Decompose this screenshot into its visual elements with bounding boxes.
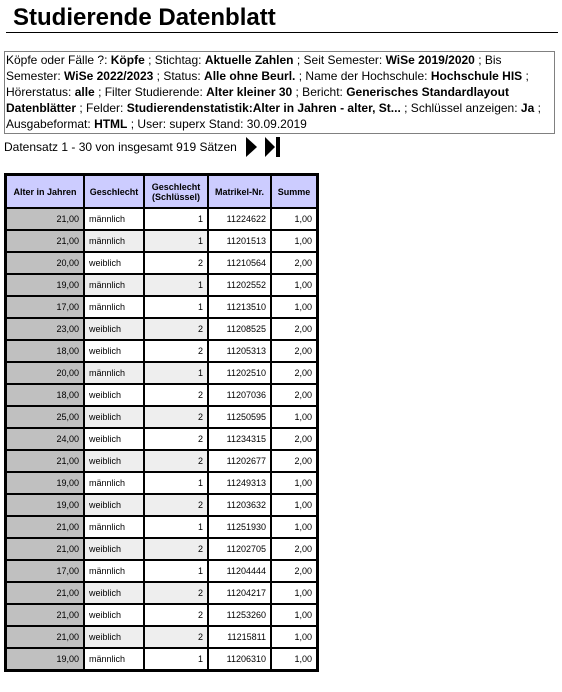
param-label: ; Bericht: <box>295 85 343 99</box>
cell-alter: 18,00 <box>6 340 84 362</box>
cell-schluessel: 1 <box>144 208 208 230</box>
param-label: ; Hörerstatus: <box>6 69 529 99</box>
cell-summe: 2,00 <box>271 318 317 340</box>
cell-schluessel: 1 <box>144 648 208 670</box>
cell-geschlecht: männlich <box>84 516 144 538</box>
cell-geschlecht: männlich <box>84 296 144 318</box>
cell-alter: 17,00 <box>6 560 84 582</box>
param-label: Köpfe oder Fälle ?: <box>6 53 108 67</box>
cell-geschlecht: männlich <box>84 230 144 252</box>
cell-summe: 1,00 <box>271 208 317 230</box>
table-row <box>6 318 317 340</box>
table-row <box>6 560 317 582</box>
cell-summe: 1,00 <box>271 604 317 626</box>
cell-geschlecht: männlich <box>84 274 144 296</box>
table-row <box>6 296 317 318</box>
cell-alter: 21,00 <box>6 538 84 560</box>
table-row <box>6 274 317 296</box>
skip-to-end-icon[interactable] <box>264 136 281 158</box>
cell-matrikel: 11251930 <box>208 516 271 538</box>
cell-geschlecht: männlich <box>84 362 144 384</box>
cell-geschlecht: männlich <box>84 560 144 582</box>
param-label: ; Felder: <box>79 101 124 115</box>
triangle-right-icon[interactable] <box>245 136 258 158</box>
param-value: WiSe 2019/2020 <box>385 53 475 67</box>
cell-summe: 1,00 <box>271 230 317 252</box>
param-value: HTML <box>94 117 128 131</box>
param-label: ; Status: <box>156 69 201 83</box>
table-row <box>6 604 317 626</box>
cell-geschlecht: weiblich <box>84 252 144 274</box>
cell-schluessel: 1 <box>144 560 208 582</box>
param-value: Alle ohne Beurl. <box>204 69 296 83</box>
table-row <box>6 538 317 560</box>
cell-alter: 19,00 <box>6 274 84 296</box>
title-divider <box>6 32 558 33</box>
cell-matrikel: 11202510 <box>208 362 271 384</box>
cell-matrikel: 11253260 <box>208 604 271 626</box>
table-body <box>6 208 317 670</box>
column-header-line: (Schlüssel) <box>151 191 200 202</box>
cell-alter: 18,00 <box>6 384 84 406</box>
column-header-summe: Summe <box>271 175 317 208</box>
param-label: ; Ausgabeformat: <box>6 101 541 131</box>
cell-alter: 21,00 <box>6 582 84 604</box>
cell-schluessel: 2 <box>144 340 208 362</box>
param-value: alle <box>74 85 95 99</box>
cell-alter: 21,00 <box>6 604 84 626</box>
cell-matrikel: 11249313 <box>208 472 271 494</box>
cell-geschlecht: weiblich <box>84 494 144 516</box>
cell-geschlecht: weiblich <box>84 318 144 340</box>
table-header-row <box>6 175 317 208</box>
cell-geschlecht: weiblich <box>84 384 144 406</box>
table-row <box>6 494 317 516</box>
cell-summe: 2,00 <box>271 450 317 472</box>
table-row <box>6 362 317 384</box>
cell-summe: 2,00 <box>271 560 317 582</box>
cell-matrikel: 11234315 <box>208 428 271 450</box>
cell-summe: 1,00 <box>271 516 317 538</box>
table-row <box>6 626 317 648</box>
param-value: Studierendenstatistik:Alter in Jahren - alter, St... <box>126 101 401 115</box>
cell-matrikel: 11207036 <box>208 384 271 406</box>
cell-geschlecht: männlich <box>84 208 144 230</box>
cell-alter: 20,00 <box>6 252 84 274</box>
cell-matrikel: 11204217 <box>208 582 271 604</box>
cell-schluessel: 2 <box>144 384 208 406</box>
param-label: ; Filter Studierende: <box>98 85 203 99</box>
record-count: Datensatz 1 - 30 von insgesamt 919 Sätzen <box>4 140 237 154</box>
cell-summe: 2,00 <box>271 252 317 274</box>
table-row <box>6 582 317 604</box>
cell-alter: 24,00 <box>6 428 84 450</box>
cell-schluessel: 2 <box>144 450 208 472</box>
cell-schluessel: 1 <box>144 472 208 494</box>
param-value: Alter kleiner 30 <box>206 85 293 99</box>
cell-geschlecht: männlich <box>84 472 144 494</box>
cell-summe: 2,00 <box>271 428 317 450</box>
cell-matrikel: 11204444 <box>208 560 271 582</box>
table-row <box>6 450 317 472</box>
cell-geschlecht: weiblich <box>84 406 144 428</box>
parameter-summary <box>4 51 555 134</box>
cell-summe: 1,00 <box>271 296 317 318</box>
cell-matrikel: 11215811 <box>208 626 271 648</box>
param-label: ; User: superx Stand: 30.09.2019 <box>130 117 307 131</box>
table-row <box>6 648 317 670</box>
cell-summe: 1,00 <box>271 582 317 604</box>
table-row <box>6 472 317 494</box>
cell-summe: 1,00 <box>271 626 317 648</box>
column-header-geschlecht: Geschlecht <box>84 175 144 208</box>
column-header-alter: Alter in Jahren <box>6 175 84 208</box>
param-label: ; Seit Semester: <box>296 53 383 67</box>
cell-schluessel: 2 <box>144 318 208 340</box>
cell-schluessel: 1 <box>144 230 208 252</box>
cell-alter: 21,00 <box>6 516 84 538</box>
column-header-line: Geschlecht <box>151 181 201 192</box>
cell-alter: 21,00 <box>6 450 84 472</box>
cell-schluessel: 2 <box>144 252 208 274</box>
param-value: Generisches Standardlayout Datenblätter <box>6 85 509 115</box>
cell-schluessel: 1 <box>144 274 208 296</box>
cell-matrikel: 11206310 <box>208 648 271 670</box>
cell-schluessel: 2 <box>144 406 208 428</box>
cell-schluessel: 2 <box>144 582 208 604</box>
param-label: ; Schlüssel anzeigen: <box>404 101 518 115</box>
cell-matrikel: 11205313 <box>208 340 271 362</box>
param-value: WiSe 2022/2023 <box>64 69 154 83</box>
cell-schluessel: 1 <box>144 296 208 318</box>
cell-matrikel: 11224622 <box>208 208 271 230</box>
cell-summe: 1,00 <box>271 494 317 516</box>
cell-matrikel: 11203632 <box>208 494 271 516</box>
cell-schluessel: 2 <box>144 428 208 450</box>
cell-summe: 1,00 <box>271 406 317 428</box>
cell-summe: 1,00 <box>271 274 317 296</box>
cell-geschlecht: weiblich <box>84 626 144 648</box>
cell-summe: 1,00 <box>271 648 317 670</box>
cell-geschlecht: männlich <box>84 648 144 670</box>
column-header-geschlecht-key <box>144 175 208 208</box>
cell-alter: 19,00 <box>6 494 84 516</box>
cell-alter: 19,00 <box>6 472 84 494</box>
param-label: ; Stichtag: <box>148 53 202 67</box>
cell-summe: 2,00 <box>271 538 317 560</box>
cell-summe: 1,00 <box>271 472 317 494</box>
cell-alter: 21,00 <box>6 208 84 230</box>
param-value: Ja <box>520 101 535 115</box>
table-row <box>6 208 317 230</box>
param-value: Hochschule HIS <box>430 69 523 83</box>
cell-matrikel: 11213510 <box>208 296 271 318</box>
cell-geschlecht: weiblich <box>84 604 144 626</box>
cell-geschlecht: weiblich <box>84 538 144 560</box>
table-row <box>6 230 317 252</box>
pagination-bar <box>4 134 287 160</box>
table-row <box>6 340 317 362</box>
cell-alter: 21,00 <box>6 626 84 648</box>
cell-matrikel: 11202677 <box>208 450 271 472</box>
cell-geschlecht: weiblich <box>84 428 144 450</box>
param-label: ; Bis Semester: <box>6 53 502 83</box>
cell-matrikel: 11201513 <box>208 230 271 252</box>
table-row <box>6 406 317 428</box>
cell-geschlecht: weiblich <box>84 340 144 362</box>
cell-matrikel: 11202705 <box>208 538 271 560</box>
cell-matrikel: 11210564 <box>208 252 271 274</box>
cell-matrikel: 11250595 <box>208 406 271 428</box>
column-header-matrikel: Matrikel-Nr. <box>208 175 271 208</box>
param-value: Köpfe <box>110 53 145 67</box>
cell-schluessel: 1 <box>144 516 208 538</box>
cell-summe: 2,00 <box>271 384 317 406</box>
data-table <box>4 173 319 672</box>
cell-alter: 21,00 <box>6 230 84 252</box>
param-label: ; Name der Hochschule: <box>298 69 428 83</box>
table-row <box>6 252 317 274</box>
cell-schluessel: 2 <box>144 494 208 516</box>
cell-geschlecht: weiblich <box>84 450 144 472</box>
cell-summe: 2,00 <box>271 362 317 384</box>
table-row <box>6 384 317 406</box>
cell-geschlecht: weiblich <box>84 582 144 604</box>
cell-schluessel: 2 <box>144 626 208 648</box>
cell-alter: 23,00 <box>6 318 84 340</box>
page-title: Studierende Datenblatt <box>13 4 276 31</box>
cell-matrikel: 11208525 <box>208 318 271 340</box>
cell-alter: 20,00 <box>6 362 84 384</box>
param-value: Aktuelle Zahlen <box>204 53 294 67</box>
cell-matrikel: 11202552 <box>208 274 271 296</box>
cell-alter: 25,00 <box>6 406 84 428</box>
table-row <box>6 428 317 450</box>
cell-schluessel: 2 <box>144 538 208 560</box>
cell-alter: 17,00 <box>6 296 84 318</box>
cell-alter: 19,00 <box>6 648 84 670</box>
cell-schluessel: 2 <box>144 604 208 626</box>
table-row <box>6 516 317 538</box>
cell-summe: 2,00 <box>271 340 317 362</box>
cell-schluessel: 1 <box>144 362 208 384</box>
